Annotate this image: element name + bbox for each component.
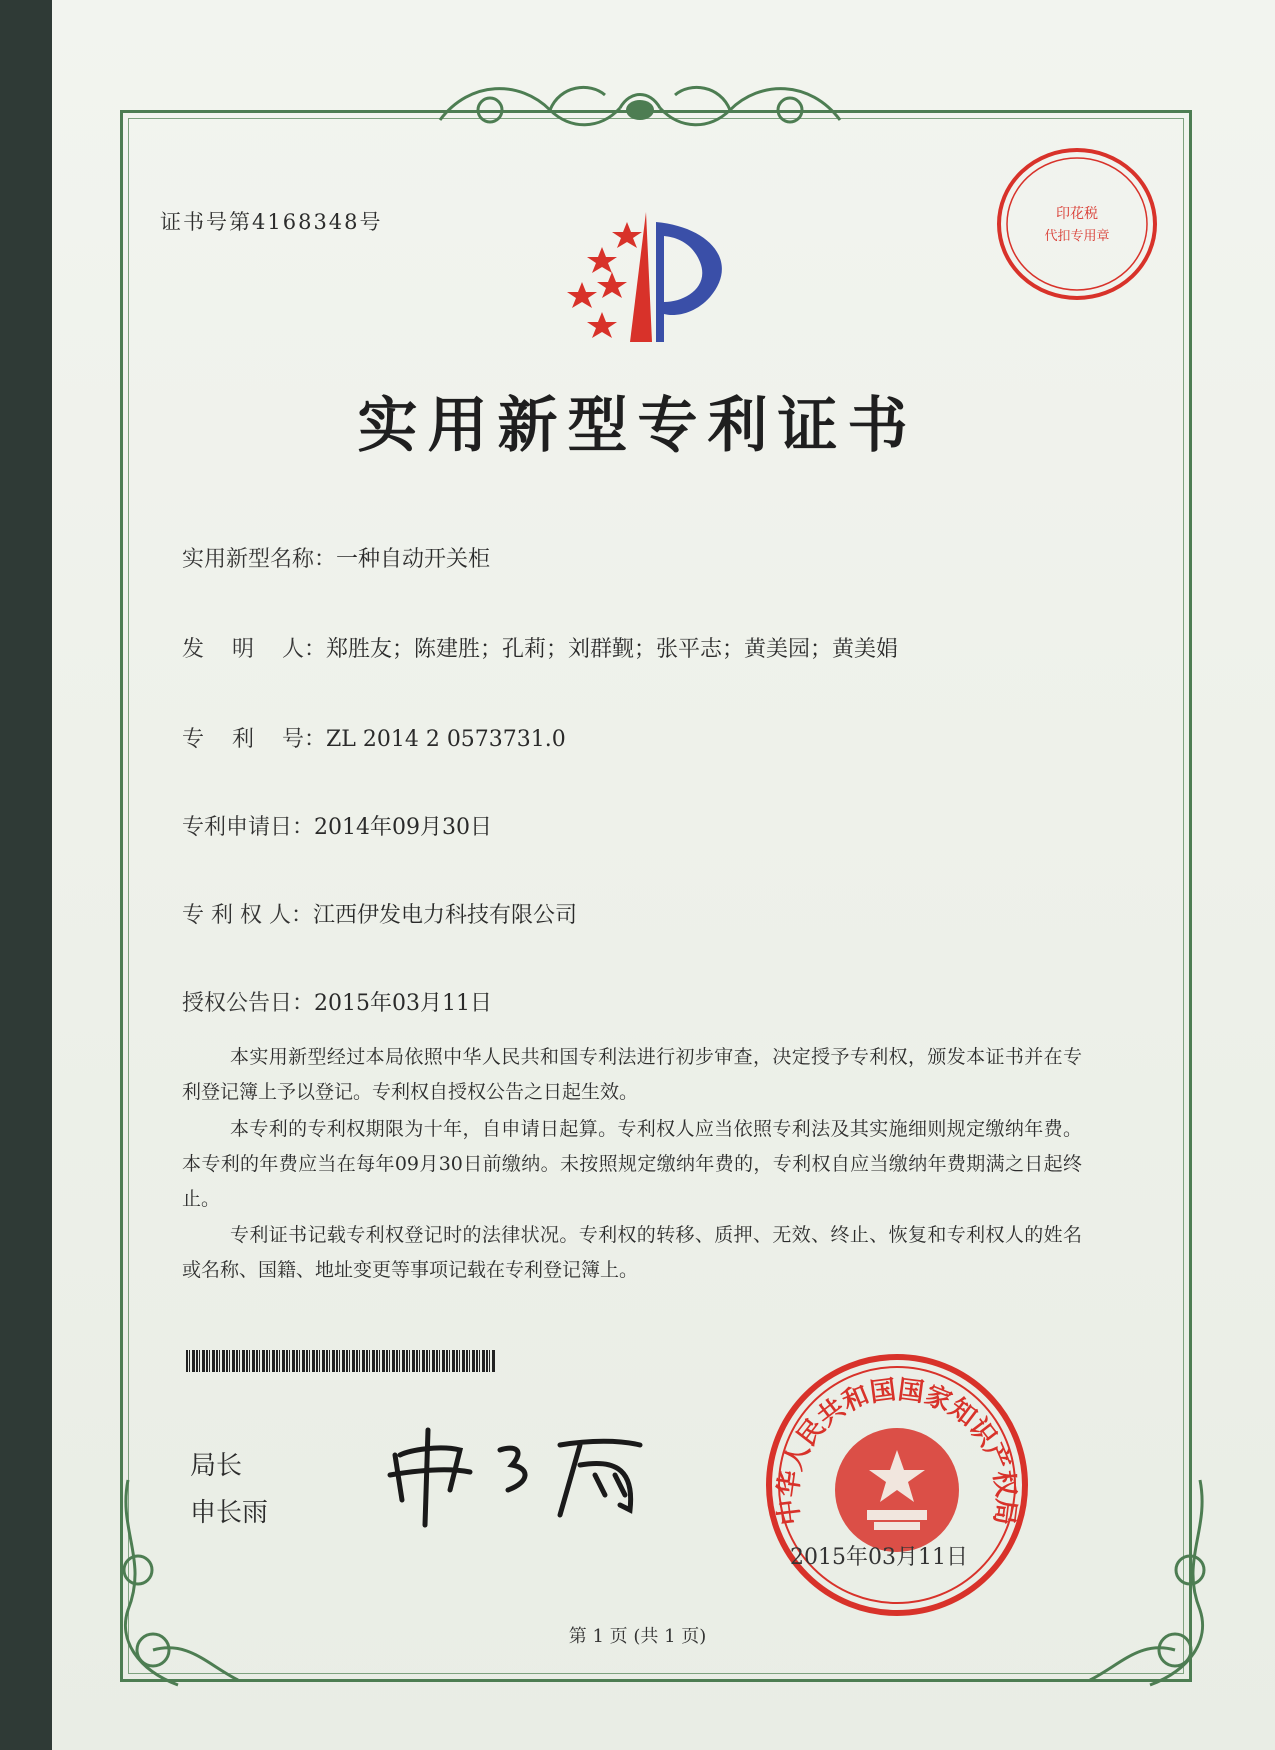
barcode xyxy=(186,1350,496,1372)
page-number: 第 1 页 (共 1 页) xyxy=(568,1626,707,1647)
inventor-row xyxy=(182,632,898,663)
certificate-title: 实用新型专利证书 xyxy=(357,391,918,461)
issue-date: 2015年03月11日 xyxy=(790,1545,968,1570)
tax-seal-inner-line-2: 代扣专用章 xyxy=(1044,229,1110,244)
body-paragraph-2: 本专利的专利权期限为十年，自申请日起算。专利权人应当依照专利法及其实施细则规定缴纳年费。本专利的年费应当在每年09月30日前缴纳。未按照规定缴纳年费的，专利权自应当缴纳年费期满之日起终止。 xyxy=(182,1118,1082,1210)
tax-seal-inner-line-1: 印花税 xyxy=(1056,206,1098,222)
inventor-label: 发 明 人： xyxy=(182,637,326,662)
utility-model-name-label: 实用新型名称： xyxy=(182,547,337,572)
inventor-value: 郑胜友；陈建胜；孔莉；刘群觐；张平志；黄美园；黄美娟 xyxy=(325,637,898,662)
office-seal xyxy=(762,1350,1032,1620)
director-title: 局长 xyxy=(190,1451,243,1481)
logo-blue-p xyxy=(656,222,722,342)
logo-star-2 xyxy=(587,247,617,273)
patent-number-row xyxy=(182,722,566,753)
patentee-value: 江西伊发电力科技有限公司 xyxy=(312,903,577,928)
grant-date-row xyxy=(182,986,492,1017)
utility-model-name-row xyxy=(182,542,490,573)
logo-star-5 xyxy=(587,312,617,338)
patent-number-value: ZL 2014 2 0573731.0 xyxy=(325,727,566,752)
certificate-number: 证书号第4168348号 xyxy=(160,210,383,234)
grant-date-label: 授权公告日： xyxy=(182,991,315,1016)
top-ornament xyxy=(430,70,850,150)
filing-date-label: 专利申请日： xyxy=(182,815,315,840)
patentee-row xyxy=(182,898,577,929)
director-name: 申长雨 xyxy=(190,1498,269,1528)
filing-date-row xyxy=(182,810,492,841)
logo-red-flag xyxy=(630,212,652,342)
tax-stamp-seal xyxy=(994,144,1160,304)
grant-date-value: 2015年03月11日 xyxy=(314,991,492,1016)
corner-ornament-bottom-right xyxy=(1080,1470,1220,1700)
utility-model-name-value: 一种自动开关柜 xyxy=(336,547,491,572)
body-paragraph-3: 专利证书记载专利权登记时的法律状况。专利权的转移、质押、无效、终止、恢复和专利权人的姓名或名称、国籍、地址变更等事项记载在专利登记簿上。 xyxy=(182,1224,1082,1281)
office-seal-text: 中华人民共和国国家知识产权局 xyxy=(773,1375,1021,1527)
filing-date-value: 2014年09月30日 xyxy=(314,815,492,840)
patent-office-logo xyxy=(560,202,750,352)
logo-star-1 xyxy=(567,282,597,308)
body-paragraph-1: 本实用新型经过本局依照中华人民共和国专利法进行初步审查，决定授予专利权，颁发本证书并在专利登记簿上予以登记。专利权自授权公告之日起生效。 xyxy=(182,1046,1082,1103)
logo-star-3 xyxy=(612,222,642,248)
patent-number-label: 专 利 号： xyxy=(182,727,326,752)
patentee-label: 专 利 权 人： xyxy=(182,903,313,928)
handwritten-signature xyxy=(380,1420,660,1530)
logo-star-4 xyxy=(597,272,627,298)
